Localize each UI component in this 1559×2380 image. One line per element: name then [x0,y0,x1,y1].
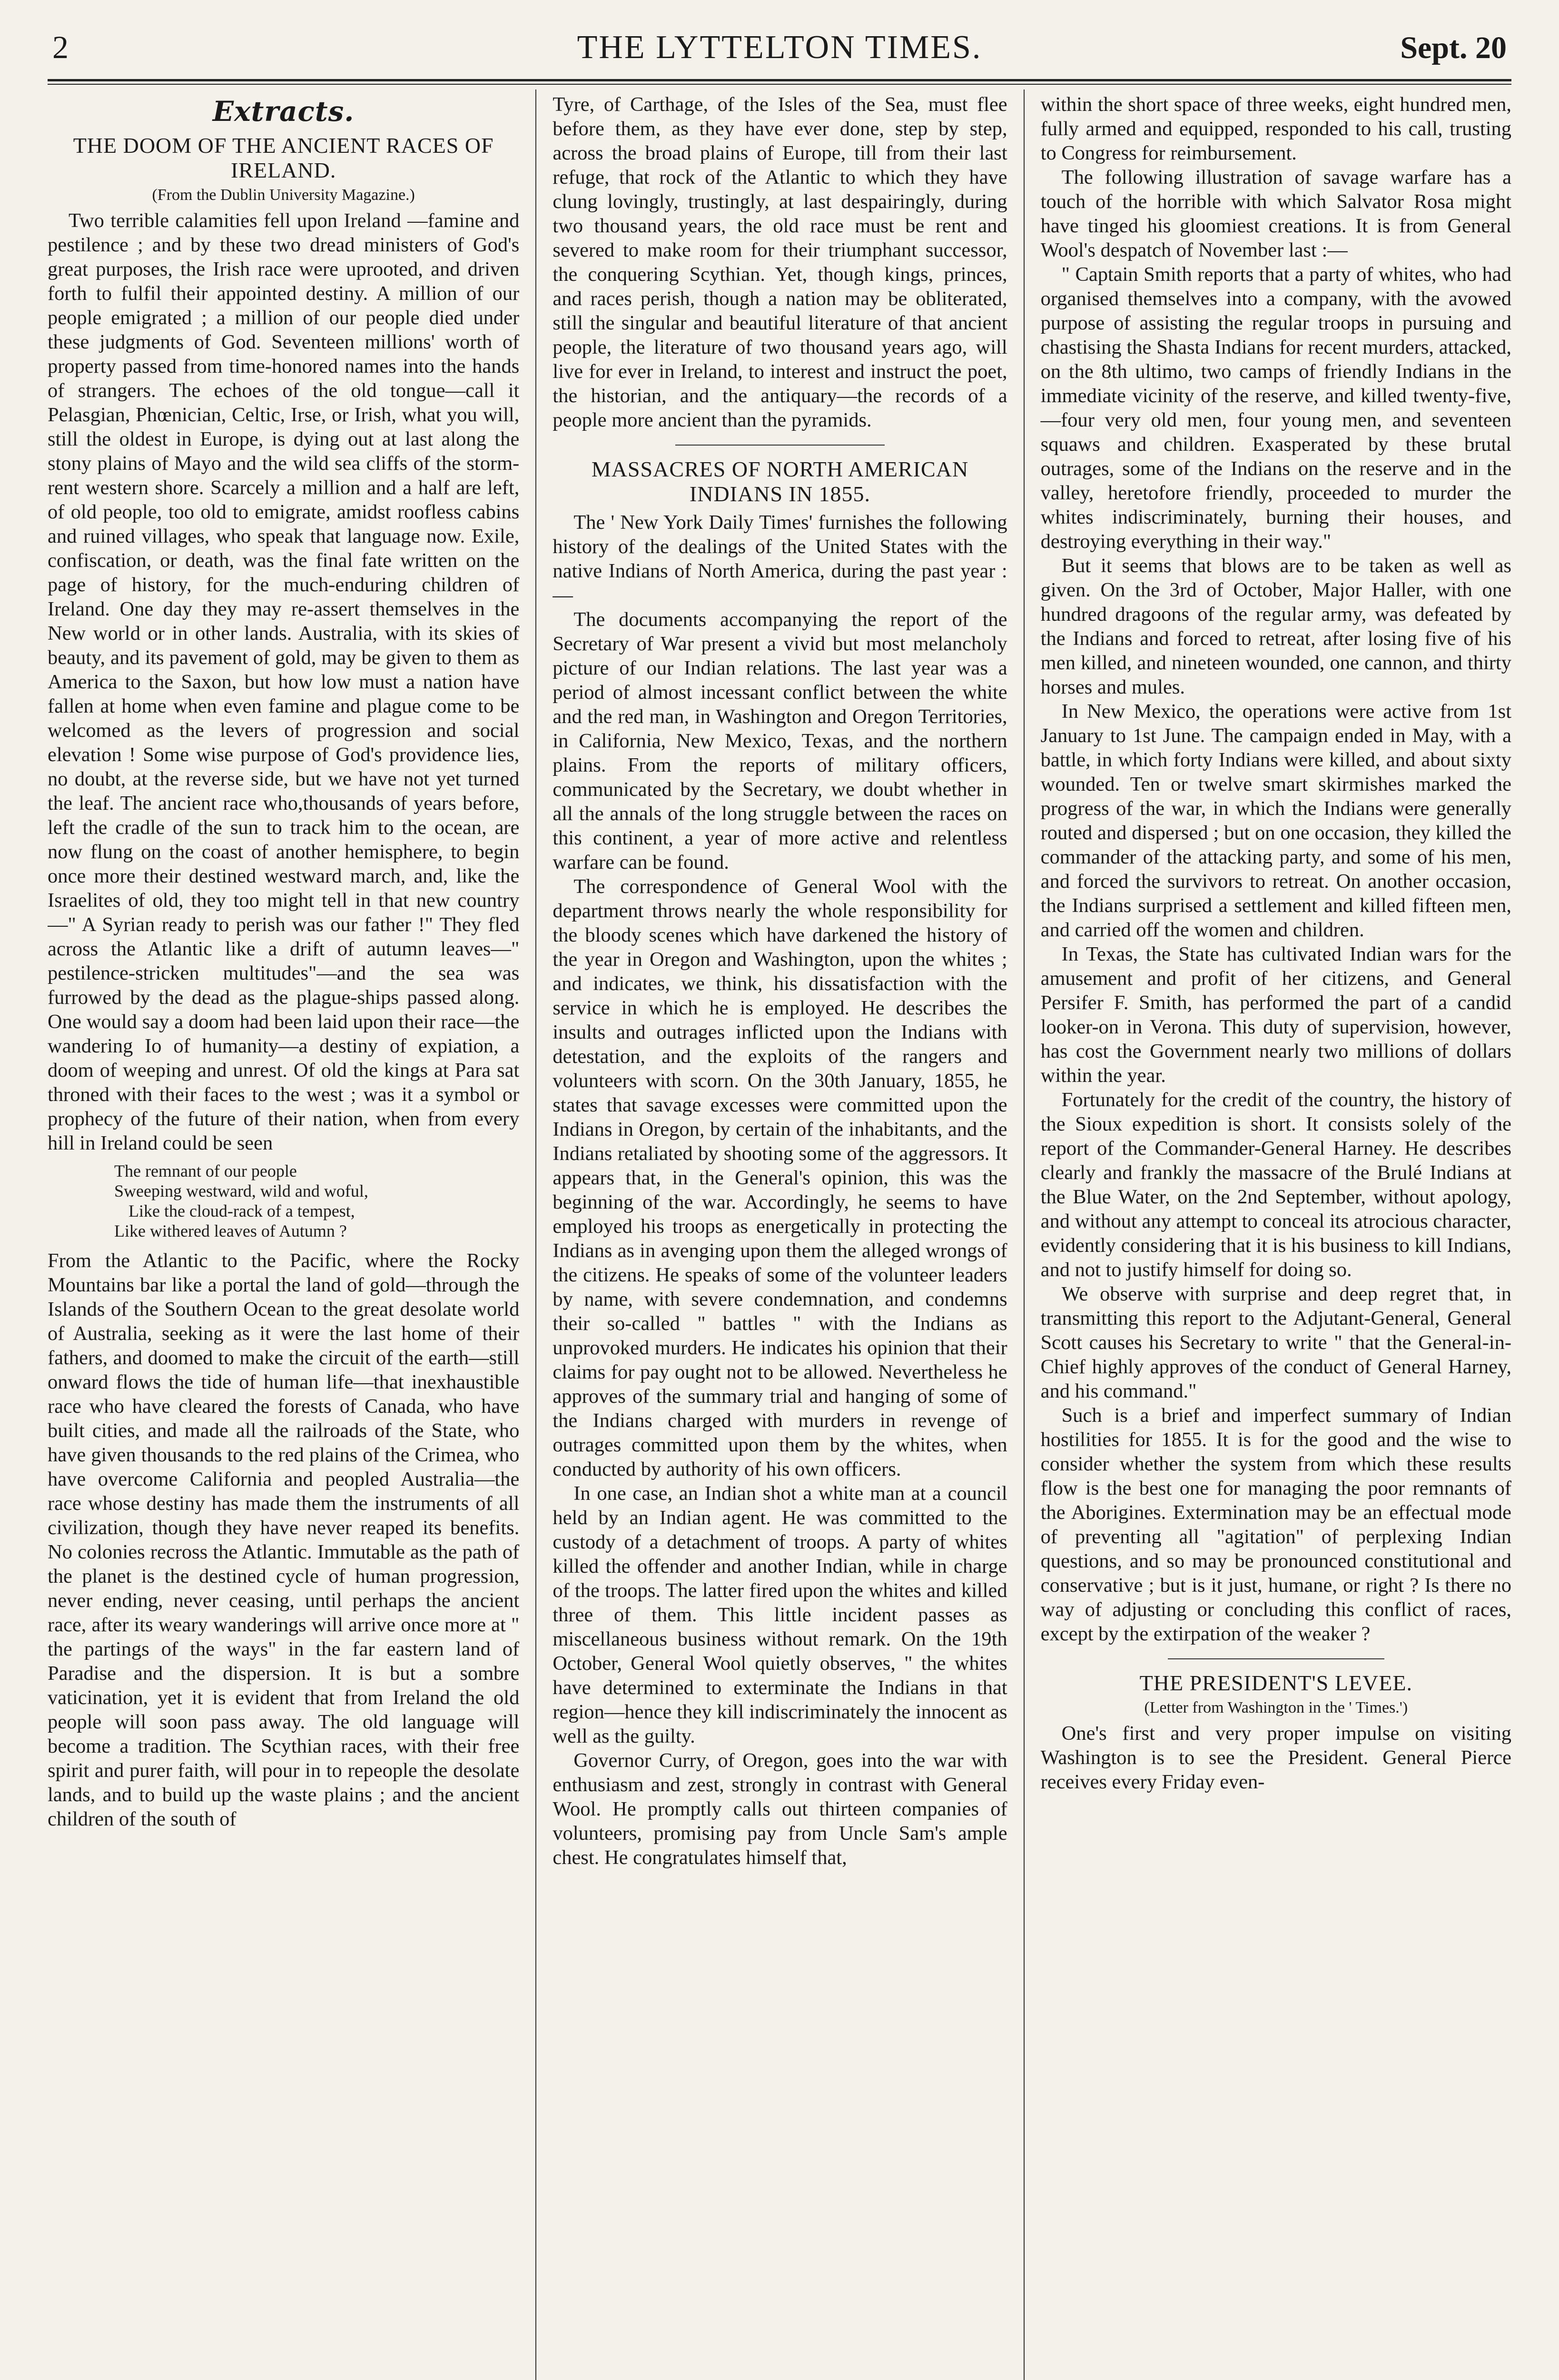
paragraph: One's first and very proper impulse on visiting Washington is to see the President. General Pierce receives every Friday even- [1040,1722,1511,1793]
paragraph: We observe with surprise and deep regret that, in transmitting this report to the Adjutant-General, General Scott causes his Secretary to write " that the General-in-Chief highly approves of the conduct of General Harney, and his command." [1040,1283,1511,1402]
issue-date: Sept. 20 [1400,30,1507,65]
paragraph-continued: within the short space of three weeks, eight hundred men, fully armed and equipped, responded to his call, trusting to Congress for reimbursement. [1040,93,1511,164]
paragraph: Such is a brief and imperfect summary of Indian hostilities for 1855. It is for the good and the wise to consider whether the system from which these results flow is the best one for managing the poor remnants of the Aborigines. Extermination may be an effectual mode of preventing all "agitation" of perplexing Indian questions, and so may be pronounced constitutional and conservative ; but is it just, humane, or right ? Is there no way of adjusting or concluding this conflict of races, except by the extirpation of the weaker ? [1040,1404,1511,1645]
poem-line: Like the cloud-rack of a tempest, [128,1201,355,1220]
paragraph-continued: Tyre, of Carthage, of the Isles of the Sea, must flee before them, as they have ever done, step by step, across the broad plains of Europe, till from their last refuge, that rock of the Atlantic to which they have clung lovingly, trustingly, at last despairingly, during two thousand years, the old race must be rent and severed to make room for their triumphant successor, the conquering Scythian. Yet, though kings, princes, and races perish, though a nation may be obliterated, still the singular and beautiful literature of that ancient people, the literature of two thousand years ago, will live for ever in Ireland, to interest and instruct the poet, the historian, and the antiquary—the records of a people more ancient than the pyramids. [553,93,1007,431]
article-divider [1168,1658,1384,1659]
article-divider [675,445,884,446]
poem-line: The remnant of our people [114,1161,297,1180]
section-kicker: Extracts. [212,95,355,128]
paragraph: In one case, an Indian shot a white man at a council held by an Indian agent. He was committed to the custody of a detachment of troops. A party of whites killed the offender and another Indian, while in charge of the troops. The latter fired upon the whites and killed three of them. This little incident passes as miscellaneous business without remark. On the 19th October, General Wool quietly observes, " the whites have determined to exterminate the Indians in that region—hence they kill indiscriminately the innocent as well as the guilty. [553,1482,1007,1747]
paragraph: But it seems that blows are to be taken as well as given. On the 3rd of October, Major Haller, with one hundred dragoons of the regular army, was defeated by the Indians and forced to retreat, after losing five of his men killed, and nineteen wounded, one cannon, and thirty horses and mules. [1040,555,1511,698]
paragraph: Fortunately for the credit of the country, the history of the Sioux expedition is short. It consists solely of the report of the Commander-General Harney. He describes clearly and frankly the massacre of the Brulé Indians at the Blue Water, on the 2nd September, without apology, and without any attempt to conceal its atrocious character, evidently considering that it is his business to kill Indians, and not to justify himself for doing so. [1040,1089,1511,1281]
column-2 [535,89,1023,2380]
poem-line: Sweeping westward, wild and woful, [114,1181,368,1200]
masthead-rule-thick [48,79,1511,81]
paragraph: The correspondence of General Wool with the department throws nearly the whole responsibility for the bloody scenes which have darkened the history of the year in Oregon and Washington, upon the whites ; and indicates, we think, his dissatisfaction with the service in which he is employed. He describes the insults and outrages inflicted upon the Indians with detestation, and the exploits of the rangers and volunteers with scorn. On the 30th January, 1855, he states that savage excesses were committed upon the Indians in Oregon, by certain of the inhabitants, and the Indians retaliated by shooting some of the aggressors. It appears that, in the General's opinion, this was the beginning of the war. Accordingly, he seems to have employed his troops as energetically in protecting the Indians as in avenging upon them the alleged wrongs of the citizens. He speaks of some of the volunteer leaders by name, with severe condemnation, and condemns their so-called " battles " with the Indians as unprovoked murders. He indicates his opinion that their claims for pay ought not to be allowed. Nevertheless he approves of the summary trial and hanging of some of the Indians charged with murders in revenge of outrages committed upon them by the whites, when conducted by authority of his own officers. [553,875,1007,1480]
paragraph: The following illustration of savage warfare has a touch of the horrible with which Salvator Rosa might have tinged his gloomiest creations. It is from General Wool's despatch of November last :— [1040,166,1511,261]
paragraph: Two terrible calamities fell upon Ireland —famine and pestilence ; and by these two dread ministers of God's great purposes, the Irish race were uprooted, and driven forth to fulfil their appointed destiny. A million of our people emigrated ; a million of our people died under these judgments of God. Seventeen millions' worth of property passed from time-honored names into the hands of strangers. The echoes of the old tongue—call it Pelasgian, Phœnician, Celtic, Irse, or Irish, what you will, still the oldest in Europe, is dying out at last along the stony plains of Mayo and the wild sea cliffs of the storm-rent western shore. Scarcely a million and a half are left, of old people, too old to emigrate, amidst roofless cabins and ruined villages, who speak that language now. Exile, confiscation, or death, was the final fate written on the page of history, for the much-enduring children of Ireland. One day they may re-assert themselves in the New world or in other lands. Australia, with its skies of beauty, and its pavement of gold, may be given to them as America to the Saxon, but how low must a nation have fallen at home when even famine and plague come to be welcomed as the levers of progression and social elevation ! Some wise purpose of God's providence lies, no doubt, at the reverse side, but we have not yet turned the leaf. The ancient race who,thousands of years before, left the cradle of the sun to track him to the ocean, are now flung on the coast of another hemisphere, to begin once more their destined westward march, and, like the Israelites of old, they too might tell in that new country —" A Syrian ready to perish was our father !" They fled across the Atlantic like a drift of autumn leaves—" pestilence-stricken multitudes"—and the sea was furrowed by the dead as the plague-ships passed along. One would say a doom had been laid upon their race—the wandering Io of humanity—a destiny of expiation, a doom of weeping and unrest. Of old the kings at Para sat throned with their faces to the west ; was it a symbol or prophecy of the future of their nation, when from every hill in Ireland could be seen [48,209,520,1154]
paragraph: From the Atlantic to the Pacific, where the Rocky Mountains bar like a portal the land of gold—through the Islands of the Southern Ocean to the great desolate world of Australia, seeking as it were the last home of their fathers, and doomed to make the circuit of the earth—still onward flows the tide of human life—that inexhaustible race who have cleared the forests of Canada, who have built cities, and made all the railroads of the State, who have given thousands to the red plains of the Crimea, who have overcome California and peopled Australia—the race whose destiny has made them the instruments of all civilization, though they have never reaped its benefits. No colonies recross the Atlantic. Immutable as the path of the planet is the destined cycle of human progression, never ending, never ceasing, until perhaps the ancient race, after its weary wanderings will arrive once more at " the partings of the ways" in the far eastern land of Paradise and the dispersion. It is but a sombre vaticination, yet it is evident that from Ireland the old people will soon pass away. The old language will become a tradition. The Scythian races, with their free spirit and purer faith, will pour in to repeople the desolate lands, and to build up the waste plains ; and the ancient children of the south of [48,1250,520,1830]
paragraph: In New Mexico, the operations were active from 1st January to 1st June. The campaign ended in May, with a battle, in which forty Indians were killed, and about sixty wounded. Ten or twelve smart skirmishes marked the progress of the war, in which the Indians were generally routed and dispersed ; but on one occasion, they killed the commander of the attacking party, and some of his men, and forced the survivors to retreat. On another occasion, the Indians surprised a settlement and killed fifteen men, and carried off the women and children. [1040,700,1511,941]
paragraph: Governor Curry, of Oregon, goes into the war with enthusiasm and zest, strongly in contrast with General Wool. He promptly calls out thirteen companies of volunteers, promising pay from Uncle Sam's ample chest. He congratulates himself that, [553,1749,1007,1869]
article-source-ireland: (From the Dublin University Magazine.) [152,186,415,204]
masthead [48,29,1511,76]
column-3 [1024,89,1511,2380]
article-headline-levee: THE PRESIDENT'S LEVEE. [1139,1671,1412,1695]
poem-line: Like withered leaves of Autumn ? [114,1221,347,1240]
page-number: 2 [52,29,69,65]
paragraph: " Captain Smith reports that a party of whites, who had organised themselves into a company, with the avowed purpose of assisting the regular troops in pursuing and chastising the Shasta Indians for recent murders, attacked, on the 8th ultimo, two camps of friendly Indians in the immediate vicinity of the reserve, and killed twenty-five,—four very old men, four young men, and seventeen squaws and children. Exasperated by these brutal outrages, some of the Indians on the reserve and in the valley, heretofore friendly, proceeded to murder the whites indiscriminately, burning their houses, and destroying everything in their way." [1040,263,1511,553]
article-headline-massacres: MASSACRES OF NORTH AMERICAN INDIANS IN 1855. [591,457,969,506]
newspaper-title: THE LYTTELTON TIMES. [577,29,982,66]
paragraph: In Texas, the State has cultivated Indian wars for the amusement and profit of her citizens, and General Persifer F. Smith, has performed the part of a candid looker-on in Verona. This duty of supervision, however, has cost the Government nearly two millions of dollars within the year. [1040,943,1511,1087]
poem-excerpt [114,1161,519,1241]
columns [48,89,1511,2380]
masthead-rule-thin [48,84,1511,85]
paragraph: The ' New York Daily Times' furnishes the following history of the dealings of the United States with the native Indians of North America, during the past year :— [553,511,1007,606]
paragraph: The documents accompanying the report of the Secretary of War present a vivid but most melancholy picture of our Indian relations. The last year was a period of almost incessant conflict between the white and the red man, in Washington and Oregon Territories, in California, New Mexico, Texas, and the northern plains. From the reports of military officers, communicated by the Secretary, we doubt whether in all the annals of the long struggle between the races on this continent, a year of more active and relentless warfare can be found. [553,608,1007,873]
article-source-levee: (Letter from Washington in the ' Times.') [1144,1699,1408,1716]
article-headline-ireland: THE DOOM OF THE ANCIENT RACES OF IRELAND. [73,133,494,182]
column-1 [48,89,535,2380]
